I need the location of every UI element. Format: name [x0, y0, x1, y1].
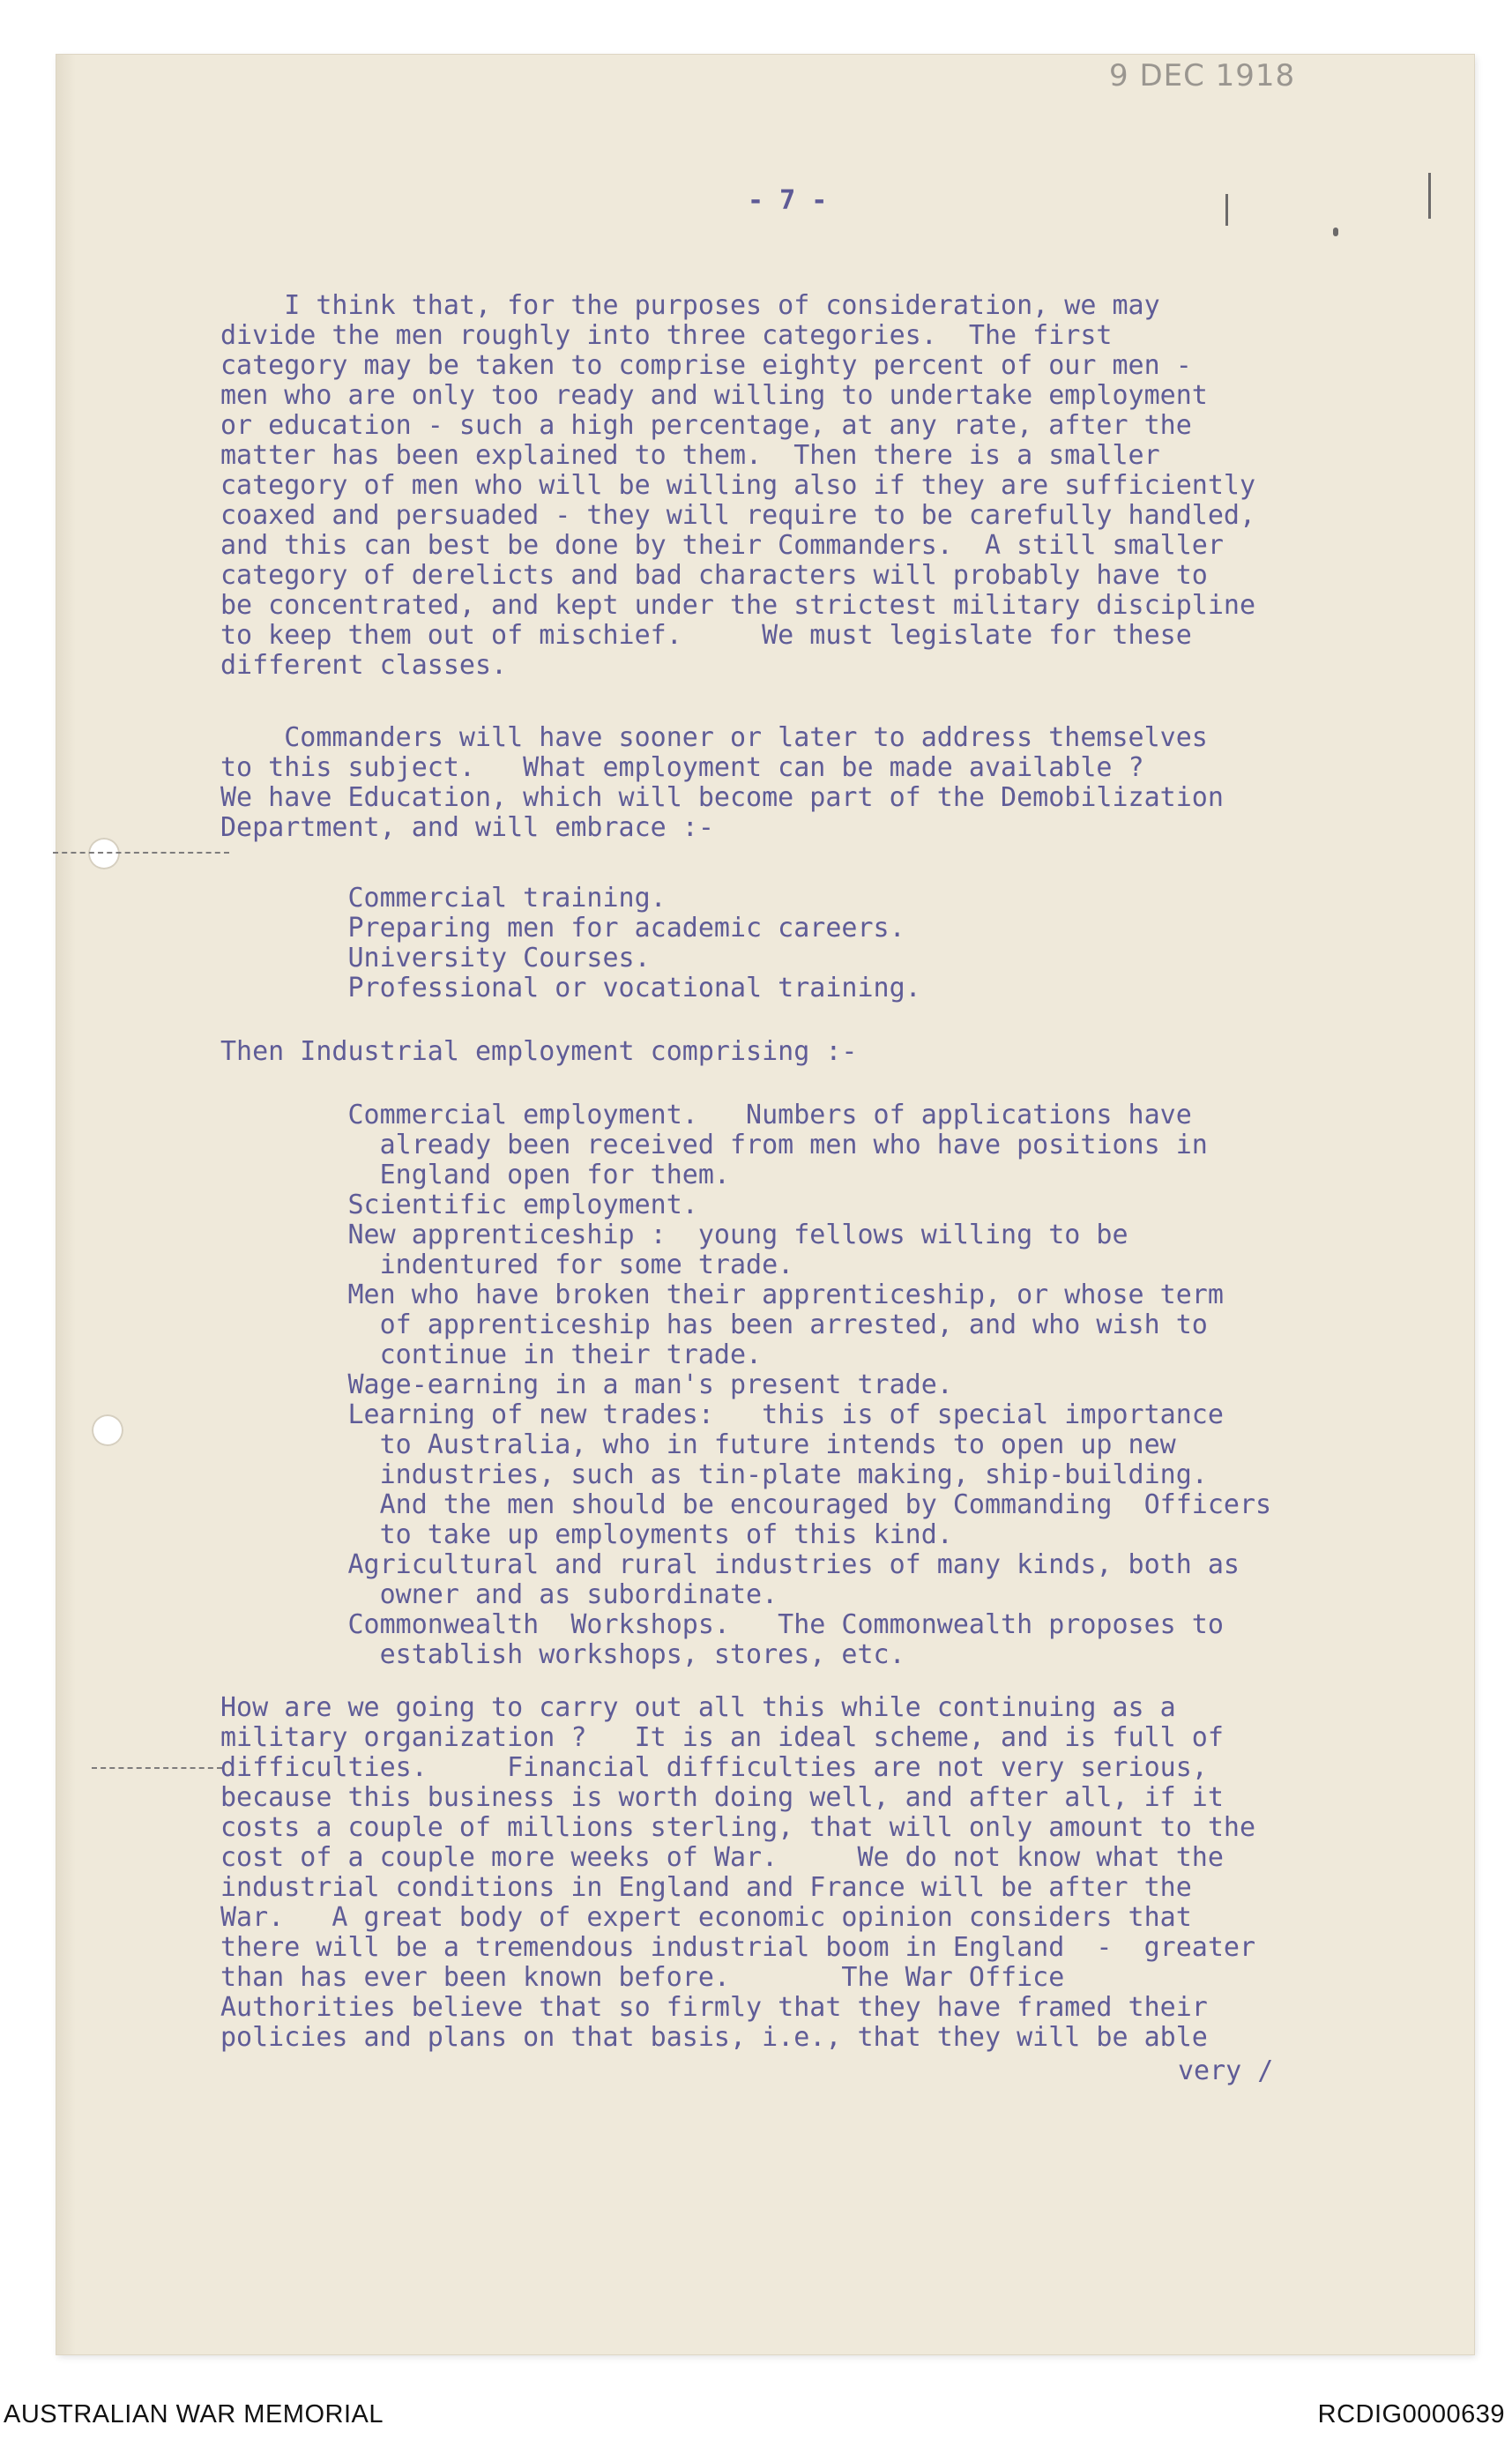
- date-stamp: 9 DEC 1918: [1109, 58, 1296, 93]
- margin-arrow-mark-lower: [92, 1767, 222, 1769]
- punch-hole-bottom: [92, 1414, 123, 1446]
- paragraph-organization: How are we going to carry out all this while continuing as a military organization ? It is an ideal scheme, and is full of difficulties. Financial difficulties are not very serious, because this business is worth doing well, and after all, if it costs a couple of millions sterling, that will only amount to the cost of a couple more weeks of War. We do not know what the industrial conditions in England and France will be after the War. A great body of expert economic opinion considers that there will be a tremendous industrial boom in England - greater than has ever been known before. The War Office Authorities believe that so firmly that they have framed their policies and plans on that basis, i.e., that they will be able: [220, 1692, 1255, 2053]
- footer-record-id: RCDIG0000639: [1317, 2400, 1505, 2428]
- catchword: very /: [1178, 2055, 1274, 2086]
- education-list: Commercial training. Preparing men for academic careers. University Courses. Professional or vocational training.: [347, 883, 921, 1003]
- pencil-tick-mark: [1225, 194, 1228, 226]
- page-number: - 7 -: [748, 185, 828, 216]
- margin-arrow-mark-upper: [53, 852, 229, 854]
- footer-institution: AUSTRALIAN WAR MEMORIAL: [4, 2400, 384, 2428]
- page-edge-shadow: [56, 55, 76, 2354]
- industrial-heading: Then Industrial employment comprising :-: [220, 1036, 858, 1067]
- paragraph-categories: I think that, for the purposes of consideration, we may divide the men roughly into three categories. The first category may be taken to comprise eighty percent of our men - men who are only too ready and willing to undertake employment or education - such a high percentage, at any rate, after the matter has been explained to them. Then there is a smaller category of men who will be willing also if they are sufficiently coaxed and persuaded - they will require to be carefully handled, and this can best be done by their Commanders. A still smaller category of derelicts and bad characters will probably have to be concentrated, and kept under the strictest military discipline to keep them out of mischief. We must legislate for these different classes.: [220, 290, 1255, 681]
- paragraph-employment: Commanders will have sooner or later to address themselves to this subject. What employment can be made available ? We have Education, which will become part of the Demobilization Department, and will embrace :-: [220, 722, 1224, 843]
- pencil-margin-mark: [1428, 173, 1431, 219]
- punch-hole-top: [88, 838, 120, 869]
- industrial-list: Commercial employment. Numbers of applications have already been received from men who have positions in England open for them. Scientific employment. New apprenticeship : young fellows willing to be indentured for some trade. Men who have broken their apprenticeship, or whose term of apprenticeship has been arrested, and who wish to continue in their trade. Wage-earning in a man's present trade. Learning of new trades: this is of special importance to Australia, who in future intends to open up new industries, such as tin-plate making, ship-building. And the men should be encouraged by Commanding Officers to take up employments of this kind. Agricultural and rural industries of many kinds, both as owner and as subordinate. Commonwealth Workshops. The Commonwealth proposes to establish workshops, stores, etc.: [347, 1100, 1272, 1670]
- pencil-dot-mark: [1333, 228, 1338, 236]
